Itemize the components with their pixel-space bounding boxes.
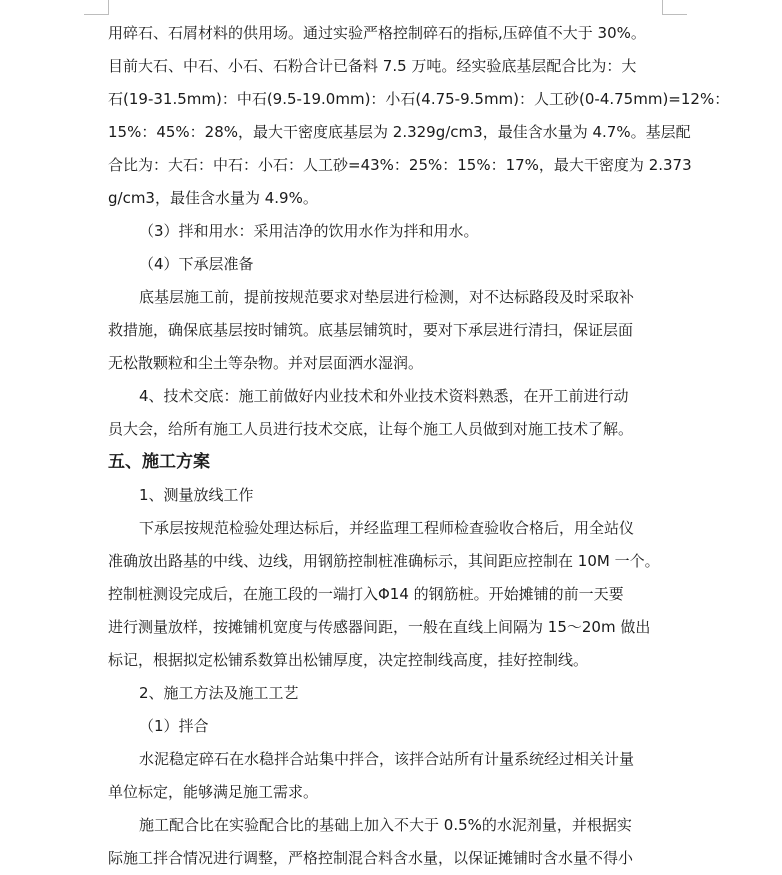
text-line: （3）拌和用水：采用洁净的饮用水作为拌和用水。 bbox=[139, 222, 479, 240]
text-line: 救措施，确保底基层按时铺筑。底基层铺筑时，要对下承层进行清扫，保证层面 bbox=[108, 321, 634, 339]
text-line: 下承层按规范检验处理达标后，并经监理工程师检查验收合格后，用全站仪 bbox=[139, 519, 635, 537]
text-line: 15%：45%：28%，最大干密度底基层为 2.329g/cm3，最佳含水量为 4.7%。基层配 bbox=[108, 123, 691, 141]
text-line: 合比为：大石：中石：小石：人工砂=43%：25%：15%：17%，最大干密度为 2.373 bbox=[108, 156, 692, 174]
text-line: 目前大石、中石、小石、石粉合计已备料 7.5 万吨。经实验底基层配合比为：大 bbox=[108, 57, 637, 75]
text-line: g/cm3，最佳含水量为 4.9%。 bbox=[108, 189, 318, 207]
text-line: （1）拌合 bbox=[139, 717, 209, 735]
text-line: 石(19-31.5mm)：中石(9.5-19.0mm)：小石(4.75-9.5mm)：人工砂(0-4.75mm)=12%： bbox=[108, 90, 730, 108]
text-line: 2、施工方法及施工工艺 bbox=[139, 684, 299, 702]
text-line: （4）下承层准备 bbox=[139, 255, 254, 273]
text-line: 进行测量放样，按摊铺机宽度与传感器间距，一般在直线上间隔为 15～20m 做出 bbox=[108, 618, 651, 636]
text-line: 控制桩测设完成后，在施工段的一端打入Φ14 的钢筋桩。开始摊铺的前一天要 bbox=[108, 585, 624, 603]
document-body bbox=[108, 17, 730, 875]
text-line: 单位标定，能够满足施工需求。 bbox=[108, 783, 319, 801]
text-line: 施工配合比在实验配合比的基础上加入不大于 0.5%的水泥剂量，并根据实 bbox=[139, 816, 632, 834]
section-heading: 五、施工方案 bbox=[108, 452, 210, 472]
text-line: 准确放出路基的中线、边线，用钢筋控制桩准确标示，其间距应控制在 10M 一个。 bbox=[108, 552, 660, 570]
text-line: 1、测量放线工作 bbox=[139, 486, 254, 504]
text-line: 际施工拌合情况进行调整，严格控制混合料含水量，以保证摊铺时含水量不得小 bbox=[108, 849, 634, 867]
text-line: 底基层施工前，提前按规范要求对垫层进行检测，对不达标路段及时采取补 bbox=[139, 288, 635, 306]
text-line: 员大会，给所有施工人员进行技术交底，让每个施工人员做到对施工技术了解。 bbox=[108, 420, 634, 438]
text-line: 水泥稳定碎石在水稳拌合站集中拌合，该拌合站所有计量系统经过相关计量 bbox=[139, 750, 635, 768]
text-line: 无松散颗粒和尘土等杂物。并对层面洒水湿润。 bbox=[108, 354, 424, 372]
margin-corner-mark-right bbox=[662, 0, 687, 15]
text-line: 标记，根据拟定松铺系数算出松铺厚度，决定控制线高度，挂好控制线。 bbox=[108, 651, 589, 669]
margin-corner-mark-left bbox=[84, 0, 109, 15]
text-line: 4、技术交底：施工前做好内业技术和外业技术资料熟悉，在开工前进行动 bbox=[139, 387, 629, 405]
text-line: 用碎石、石屑材料的供用场。通过实验严格控制碎石的指标,压碎值不大于 30%。 bbox=[108, 24, 646, 42]
